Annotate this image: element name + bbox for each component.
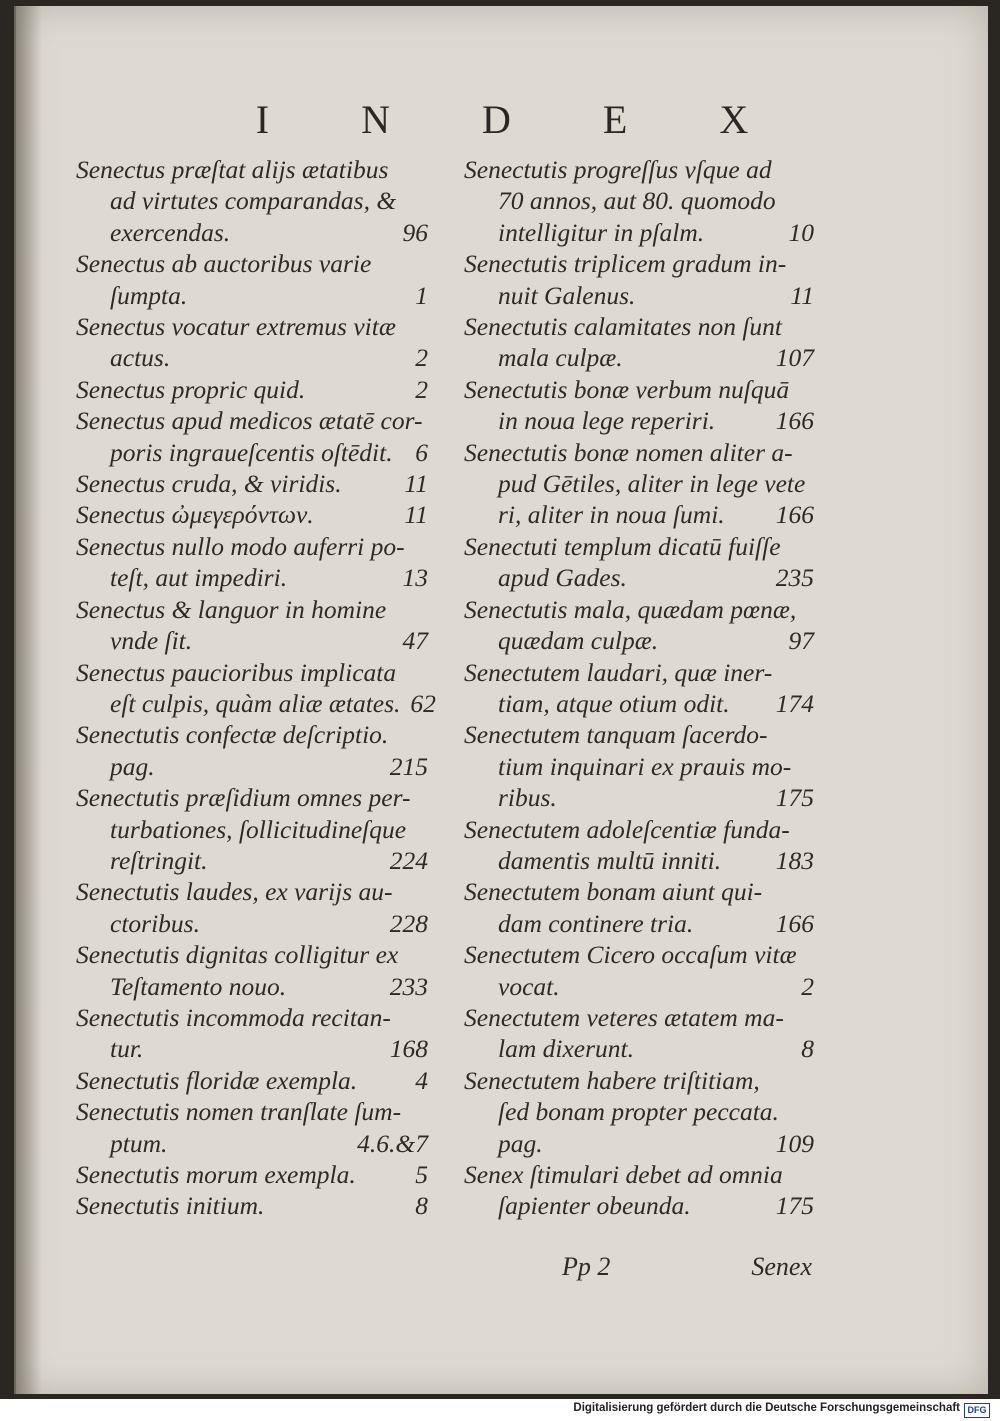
entry-continuation xyxy=(76,908,428,939)
entry-text: vocat. xyxy=(498,971,560,1001)
entry-text: Senectutis præſidium omnes per- xyxy=(76,783,411,813)
index-column-left xyxy=(76,154,436,1222)
entry-text: mala culpæ. xyxy=(498,343,623,373)
index-entry xyxy=(464,1065,814,1159)
entry-continuation xyxy=(76,814,428,845)
entry-continuation xyxy=(464,342,814,373)
index-entry xyxy=(76,939,428,1002)
entry-text: Senectuti templum dicatū fuiſſe xyxy=(464,531,781,561)
index-entry xyxy=(76,1002,428,1065)
heading-letter: X xyxy=(719,97,749,142)
entry-text: pag. xyxy=(498,1128,543,1158)
page-reference: 47 xyxy=(402,626,428,656)
entry-continuation xyxy=(464,185,814,216)
entry-continuation xyxy=(464,1128,814,1159)
index-entry xyxy=(464,939,814,1002)
entry-text: vnde ſit. xyxy=(110,626,193,656)
page-reference: 233 xyxy=(389,971,428,1001)
entry-text: Senectus cruda, & viridis. xyxy=(76,469,342,499)
heading-letter: D xyxy=(482,97,511,142)
entry-headline xyxy=(76,657,428,688)
page-reference: 6 xyxy=(415,437,428,467)
page-reference: 4.6.&7 xyxy=(357,1128,428,1158)
index-entry xyxy=(464,814,814,877)
entry-text: pag. xyxy=(110,751,155,781)
index-entry xyxy=(76,719,428,782)
entry-text: pud Gētiles, aliter in lege vete xyxy=(498,469,806,499)
entry-headline xyxy=(76,1159,428,1190)
entry-text: Senectutis bonæ nomen aliter a- xyxy=(464,437,793,467)
entry-headline xyxy=(464,876,814,907)
entry-text: Senectus præſtat alijs ætatibus xyxy=(76,155,389,184)
entry-continuation xyxy=(76,688,436,719)
page-reference: 2 xyxy=(415,374,428,404)
entry-text: Senectutem veteres ætatem ma- xyxy=(464,1002,784,1032)
index-entry xyxy=(464,311,814,374)
entry-text: Senectutem Cicero occaſum vitæ xyxy=(464,940,797,970)
index-entry xyxy=(76,405,428,468)
page-reference: 11 xyxy=(790,280,814,310)
entry-continuation xyxy=(464,782,814,813)
entry-headline xyxy=(464,374,814,405)
page-reference: 4 xyxy=(415,1065,428,1095)
page-reference: 1 xyxy=(415,280,428,310)
entry-continuation xyxy=(464,908,814,939)
entry-headline xyxy=(464,719,814,750)
index-entry xyxy=(76,594,428,657)
entry-continuation xyxy=(76,342,428,373)
entry-headline xyxy=(464,594,814,625)
index-entry xyxy=(76,1159,428,1190)
entry-text: Senectus & languor in homine xyxy=(76,594,387,624)
index-entry xyxy=(464,374,814,437)
entry-continuation xyxy=(76,845,428,876)
index-entry xyxy=(464,657,814,720)
entry-text: exercendas. xyxy=(110,217,231,247)
entry-continuation xyxy=(76,1033,428,1064)
entry-continuation xyxy=(464,1190,814,1221)
entry-text: ctoribus. xyxy=(110,908,200,938)
entry-text: poris ingraueſcentis oſtēdit. xyxy=(110,437,393,467)
entry-text: Teſtamento nouo. xyxy=(110,971,287,1001)
entry-text: Senectus ab auctoribus varie xyxy=(76,249,372,279)
page-reference: 2 xyxy=(415,343,428,373)
catchword: Senex xyxy=(751,1252,812,1281)
entry-continuation xyxy=(76,562,428,593)
entry-continuation xyxy=(464,688,814,719)
entry-text: ptum. xyxy=(110,1128,168,1158)
page-heading xyxy=(16,96,988,143)
entry-continuation xyxy=(464,751,814,782)
entry-headline xyxy=(464,154,814,185)
entry-headline xyxy=(76,719,428,750)
entry-text: eſt culpis, quàm aliæ ætates. xyxy=(110,688,401,718)
heading-letter: I xyxy=(255,97,270,142)
entry-text: damentis multū inniti. xyxy=(498,845,722,875)
entry-text: apud Gades. xyxy=(498,563,627,593)
entry-continuation xyxy=(464,217,814,248)
entry-text: dam continere tria. xyxy=(498,908,694,938)
index-entry xyxy=(76,876,428,939)
entry-headline xyxy=(76,405,428,436)
entry-text: ſed bonam propter peccata. xyxy=(498,1097,779,1127)
page-reference: 10 xyxy=(788,217,814,247)
index-entry xyxy=(76,248,428,311)
entry-text: intelligitur in pſalm. xyxy=(498,217,705,247)
page-reference: 228 xyxy=(389,908,428,938)
heading-letter: N xyxy=(361,97,390,142)
index-entry xyxy=(76,531,428,594)
entry-headline xyxy=(464,1002,814,1033)
entry-continuation xyxy=(464,468,814,499)
entry-text: Senectutis dignitas colligitur ex xyxy=(76,940,399,970)
entry-continuation xyxy=(76,751,428,782)
entry-headline xyxy=(76,782,428,813)
page-reference: 235 xyxy=(775,563,814,593)
page-reference: 175 xyxy=(775,1191,814,1221)
index-entry xyxy=(76,1190,428,1221)
entry-headline xyxy=(464,1065,814,1096)
index-entry xyxy=(464,719,814,813)
entry-text: Senectutem habere triſtitiam, xyxy=(464,1065,760,1095)
entry-headline xyxy=(464,939,814,970)
entry-continuation xyxy=(464,1033,814,1064)
entry-continuation xyxy=(76,217,428,248)
entry-text: Senectutem tanquam ſacerdo- xyxy=(464,720,768,750)
entry-headline xyxy=(76,499,428,530)
page-reference: 166 xyxy=(775,908,814,938)
signature-mark: Pp 2 xyxy=(562,1252,611,1281)
index-entry xyxy=(76,311,428,374)
entry-text: quædam culpæ. xyxy=(498,626,659,656)
page-reference: 107 xyxy=(775,343,814,373)
entry-headline xyxy=(76,531,428,562)
entry-text: turbationes, ſollicitudineſque xyxy=(110,814,407,844)
catchline xyxy=(562,1252,812,1282)
entry-text: Senectutis bonæ verbum nuſquā xyxy=(464,374,790,404)
index-entry xyxy=(76,374,428,405)
entry-text: ſumpta. xyxy=(110,280,188,310)
digitization-footer xyxy=(0,1399,1000,1421)
entry-text: Senectutem bonam aiunt qui- xyxy=(464,877,763,907)
entry-text: Senectus apud medicos ætatē cor- xyxy=(76,406,423,436)
entry-text: 70 annos, aut 80. quomodo xyxy=(498,186,776,216)
entry-text: Senectutis confectæ deſcriptio. xyxy=(76,720,389,750)
entry-text: Senectutis initium. xyxy=(76,1191,265,1221)
page-reference: 175 xyxy=(775,783,814,813)
page-reference: 13 xyxy=(402,563,428,593)
index-entry xyxy=(464,594,814,657)
entry-text: ribus. xyxy=(498,783,557,813)
entry-headline xyxy=(464,311,814,342)
entry-headline xyxy=(76,1096,428,1127)
index-entry xyxy=(464,437,814,531)
entry-headline xyxy=(76,248,428,279)
page-reference: 215 xyxy=(389,751,428,781)
index-entry xyxy=(464,248,814,311)
index-entry xyxy=(76,468,428,499)
entry-continuation xyxy=(464,280,814,311)
entry-headline xyxy=(76,876,428,907)
digitization-notice: Digitalisierung gefördert durch die Deutsche Forschungsgemeinschaft xyxy=(573,1402,960,1414)
page-reference: 174 xyxy=(775,688,814,718)
entry-continuation xyxy=(76,971,428,1002)
entry-text: ſapienter obeunda. xyxy=(498,1191,691,1221)
entry-continuation xyxy=(464,1096,814,1127)
entry-headline xyxy=(464,531,814,562)
entry-text: tiam, atque otium odit. xyxy=(498,688,730,718)
entry-continuation xyxy=(464,845,814,876)
entry-headline xyxy=(76,374,428,405)
entry-text: lam dixerunt. xyxy=(498,1034,634,1064)
page-reference: 11 xyxy=(404,469,428,499)
page-reference: 109 xyxy=(775,1128,814,1158)
index-entry xyxy=(76,1065,428,1096)
index-entry xyxy=(76,1096,428,1159)
page-reference: 96 xyxy=(402,217,428,247)
entry-text: ri, aliter in noua ſumi. xyxy=(498,500,725,530)
entry-text: tium inquinari ex prauis mo- xyxy=(498,751,792,781)
entry-headline xyxy=(76,939,428,970)
binding-shadow xyxy=(16,6,42,1394)
entry-text: Senectutis floridæ exempla. xyxy=(76,1065,358,1095)
entry-text: Senectutis progreſſus vſque ad xyxy=(464,155,772,184)
page-reference: 166 xyxy=(775,500,814,530)
entry-text: reſtringit. xyxy=(110,845,208,875)
page-reference: 183 xyxy=(775,845,814,875)
entry-text: teſt, aut impediri. xyxy=(110,563,288,593)
entry-text: ad virtutes comparandas, & xyxy=(110,186,397,216)
entry-headline xyxy=(76,594,428,625)
entry-continuation xyxy=(464,405,814,436)
index-entry xyxy=(76,782,428,876)
entry-headline xyxy=(464,437,814,468)
entry-text: Senectutis mala, quædam pœnæ, xyxy=(464,594,797,624)
index-entry xyxy=(464,531,814,594)
index-entry xyxy=(76,499,428,530)
page-reference: 62 xyxy=(410,688,436,718)
entry-text: Senectus paucioribus implicata xyxy=(76,657,397,687)
page-reference: 11 xyxy=(404,500,428,530)
entry-text: Senectus vocatur extremus vitæ xyxy=(76,312,396,342)
book-page xyxy=(14,6,988,1394)
page-reference: 224 xyxy=(389,845,428,875)
index-column-right xyxy=(464,154,814,1222)
entry-continuation xyxy=(76,185,428,216)
entry-continuation xyxy=(464,562,814,593)
page-reference: 168 xyxy=(389,1034,428,1064)
page-reference: 8 xyxy=(801,1034,814,1064)
heading-letter: E xyxy=(602,97,628,142)
index-entry xyxy=(464,154,814,248)
entry-headline xyxy=(76,468,428,499)
entry-text: actus. xyxy=(110,343,171,373)
page-reference: 166 xyxy=(775,406,814,436)
entry-text: Senex ſtimulari debet ad omnia xyxy=(464,1160,783,1189)
entry-headline xyxy=(464,1159,814,1190)
index-entry xyxy=(464,1159,814,1222)
index-entry xyxy=(76,154,428,248)
entry-text: in noua lege reperiri. xyxy=(498,406,716,436)
entry-continuation xyxy=(464,971,814,1002)
entry-headline xyxy=(464,248,814,279)
entry-text: Senectutem laudari, quæ iner- xyxy=(464,657,773,687)
entry-headline xyxy=(464,814,814,845)
page-reference: 2 xyxy=(801,971,814,1001)
entry-continuation xyxy=(464,625,814,656)
index-entry xyxy=(464,1002,814,1065)
entry-headline xyxy=(464,657,814,688)
page-reference: 97 xyxy=(788,626,814,656)
entry-headline xyxy=(76,1002,428,1033)
entry-headline xyxy=(76,1065,428,1096)
entry-headline xyxy=(76,1190,428,1221)
entry-text: Senectus nullo modo auferri po- xyxy=(76,531,405,561)
entry-headline xyxy=(76,154,428,185)
entry-text: Senectutis calamitates non ſunt xyxy=(464,312,782,342)
entry-continuation xyxy=(76,625,428,656)
entry-text: Senectutis triplicem gradum in- xyxy=(464,249,787,279)
entry-headline xyxy=(76,311,428,342)
entry-continuation xyxy=(464,499,814,530)
entry-text: Senectus propric quid. xyxy=(76,374,306,404)
entry-text: nuit Galenus. xyxy=(498,280,636,310)
dfg-logo: DFG xyxy=(964,1403,990,1418)
entry-text: tur. xyxy=(110,1034,144,1064)
index-entry xyxy=(464,876,814,939)
entry-continuation xyxy=(76,1128,428,1159)
page-reference: 5 xyxy=(415,1160,428,1189)
entry-text: Senectutis laudes, ex varijs au- xyxy=(76,877,393,907)
entry-text: Senectutis nomen tranſlate ſum- xyxy=(76,1097,402,1127)
entry-text: Senectus ὠμεγερόντων. xyxy=(76,500,314,530)
entry-continuation xyxy=(76,437,428,468)
entry-text: Senectutem adoleſcentiæ funda- xyxy=(464,814,790,844)
entry-text: Senectutis morum exempla. xyxy=(76,1160,356,1189)
page-reference: 8 xyxy=(415,1191,428,1221)
index-entry xyxy=(76,657,436,720)
entry-text: Senectutis incommoda recitan- xyxy=(76,1002,391,1032)
entry-continuation xyxy=(76,280,428,311)
